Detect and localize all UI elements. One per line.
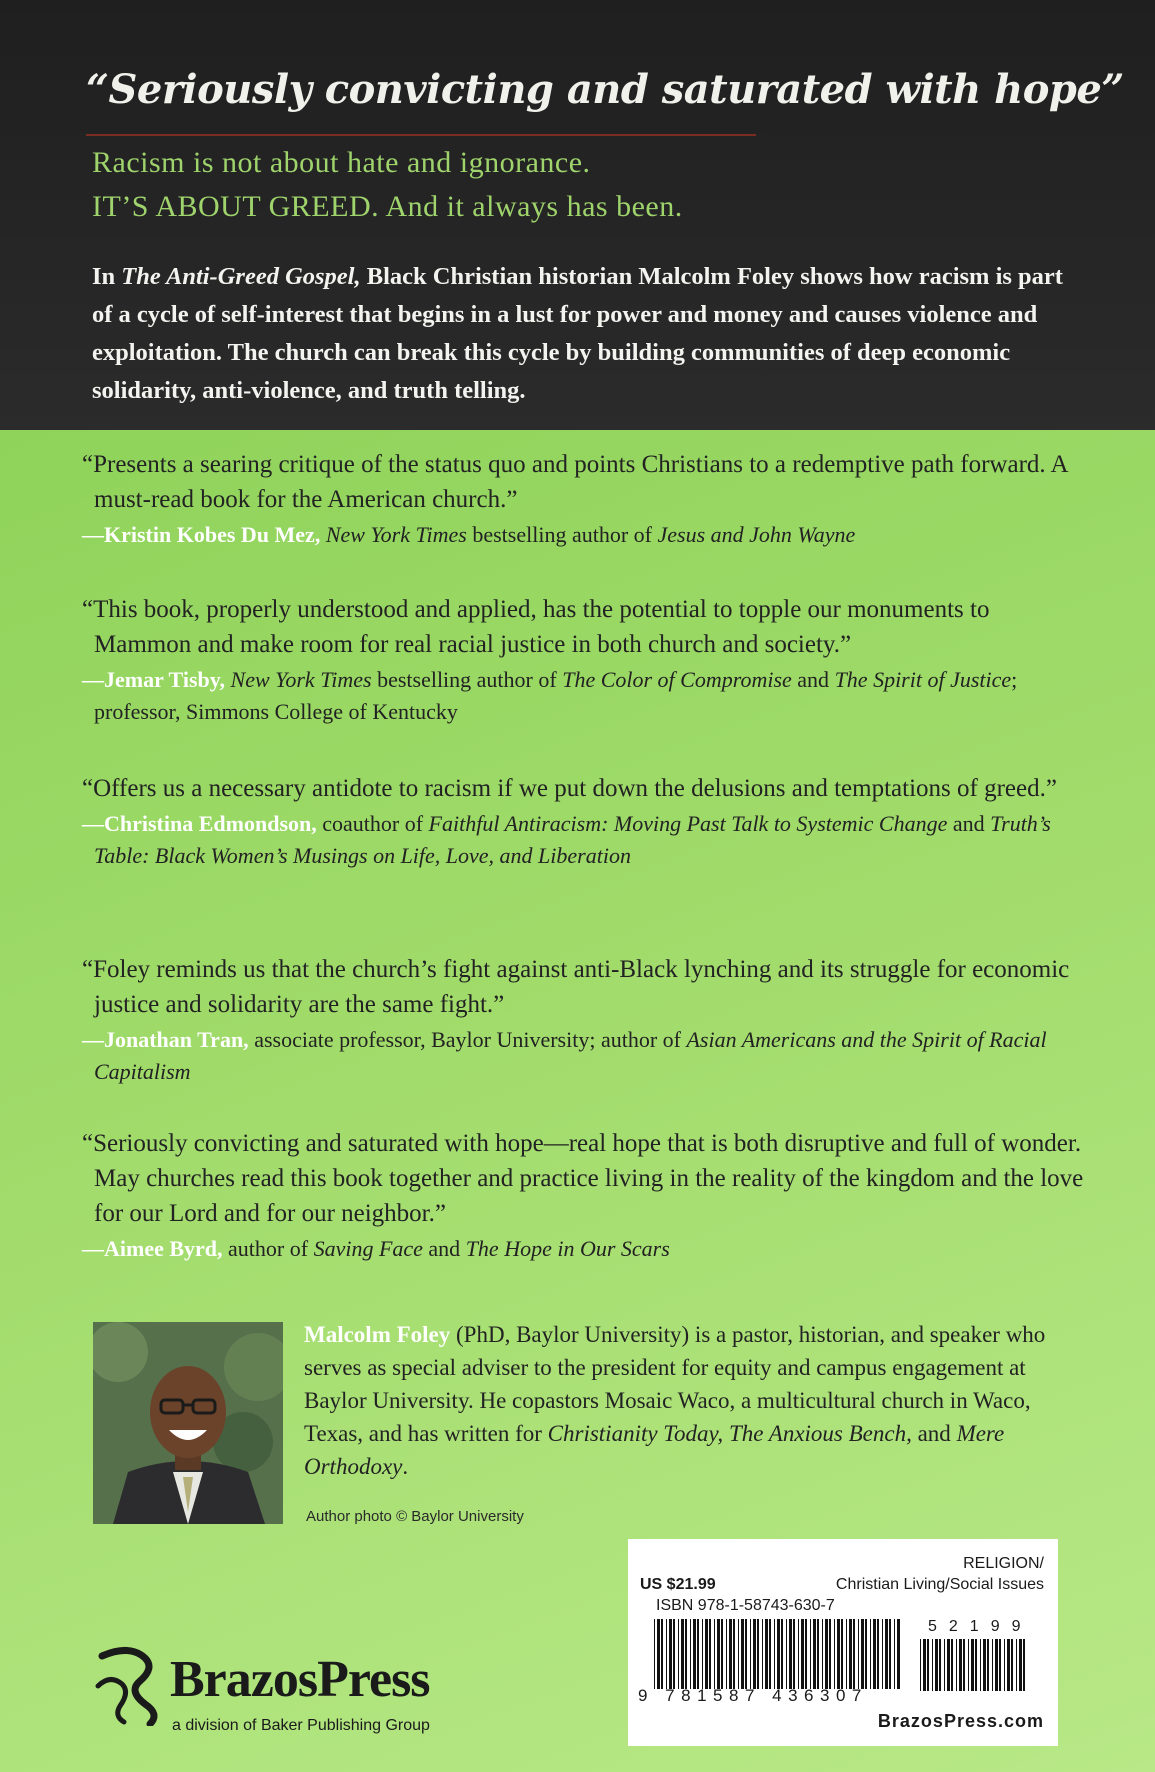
barcode-bar [889, 1619, 891, 1689]
barcode-bar [729, 1619, 732, 1689]
barcode-bar [705, 1619, 708, 1689]
barcode-bar [786, 1619, 787, 1689]
barcode-bar [817, 1619, 819, 1689]
barcode-bar [745, 1619, 747, 1689]
bio-text: and [911, 1421, 957, 1446]
attribution-italic: Asian Americans and the Spirit of Racial Capitalism [94, 1027, 1047, 1084]
barcode-bar [750, 1619, 751, 1689]
author-bio [304, 1318, 1064, 1483]
attribution-italic: Faithful Antiracism: Moving Past Talk to Systemic Change [428, 811, 948, 836]
endorsement [82, 771, 1092, 872]
top-dark-panel [0, 0, 1155, 430]
barcode-bar [932, 1639, 933, 1691]
barcode-bar [765, 1619, 768, 1689]
attribution-text: and [422, 1236, 466, 1261]
attribution-text: and [791, 667, 835, 692]
attribution-italic: The Color of Compromise [562, 667, 792, 692]
bio-text: . [402, 1454, 409, 1479]
ean-barcode [652, 1619, 902, 1689]
endorsement-attribution [82, 1233, 1092, 1265]
barcode-bar [793, 1619, 795, 1689]
photo-credit: Author photo © Baylor University [306, 1508, 524, 1525]
endorsement-quote: “Foley reminds us that the church’s fight against anti-Black lynching and its struggle for economic justice and solidarity are the same fight.” [82, 956, 1070, 1018]
barcode-bar [721, 1619, 723, 1689]
barcode-bar [741, 1619, 744, 1689]
attribution-text: bestselling author of [371, 667, 563, 692]
author-name: Malcolm Foley [304, 1322, 451, 1347]
bio-text: (PhD, Baylor University) is a pastor, historian, and speaker who serves as special adviser to the president for equity and campus engagement at Baylor University. He copastors Mosaic Waco, a multicultural church in Waco, Texas, and has written for [304, 1322, 1046, 1446]
barcode-bar [669, 1619, 672, 1689]
attribution-italic: Jesus and John Wayne [657, 522, 856, 547]
barcode-bar [726, 1619, 727, 1689]
barcode-bar [999, 1639, 1001, 1691]
endorser-name: —Aimee Byrd, [82, 1236, 223, 1261]
brazos-river-icon [90, 1646, 170, 1726]
barcode-bar [702, 1619, 703, 1689]
barcode-bar [805, 1619, 807, 1689]
barcode-bar [947, 1639, 950, 1691]
barcode-bar [877, 1619, 879, 1689]
barcode-bar [774, 1619, 775, 1689]
attribution-text: and [947, 811, 991, 836]
barcode-bar [681, 1619, 684, 1689]
supplement-barcode [918, 1639, 1028, 1691]
barcode-bar [897, 1619, 900, 1689]
barcode-bar [951, 1639, 953, 1691]
book-description [92, 258, 1082, 410]
barcode-bar [987, 1639, 989, 1691]
barcode-bar [968, 1639, 969, 1691]
barcode-bar [813, 1619, 816, 1689]
barcode-bar [853, 1619, 855, 1689]
endorsement-attribution [82, 664, 1092, 728]
endorser-name: —Jonathan Tran, [82, 1027, 249, 1052]
barcode-bar [661, 1619, 663, 1689]
barcode-bar [654, 1619, 655, 1689]
headline-rule [86, 134, 756, 136]
barcode-bar [829, 1619, 831, 1689]
barcode-bar [798, 1619, 799, 1689]
barcode-bar [944, 1639, 945, 1691]
barcode-bar [762, 1619, 763, 1689]
headline-quote: “Seriously convicting and saturated with hope” [86, 66, 1124, 113]
barcode-bar [1004, 1639, 1005, 1691]
endorser-name: —Christina Edmondson, [82, 811, 317, 836]
barcode-bar [858, 1619, 859, 1689]
barcode-bar [781, 1619, 783, 1689]
attribution-text: author of [222, 1236, 314, 1261]
endorsement [82, 952, 1092, 1088]
barcode-bar [666, 1619, 667, 1689]
barcode-bar [1016, 1639, 1017, 1691]
barcode-bar [822, 1619, 823, 1689]
endorsement-quote: “Presents a searing critique of the status quo and points Christians to a redemptive path forward. A must-read book for the American church.” [82, 451, 1068, 513]
barcode-bar [870, 1619, 871, 1689]
endorsement-quote: “Offers us a necessary antidote to racism if we put down the delusions and temptations of greed.” [82, 775, 1057, 802]
barcode-bar [983, 1639, 986, 1691]
endorsement-attribution [82, 1024, 1092, 1088]
barcode-bar [810, 1619, 811, 1689]
attribution-italic: New York Times [230, 667, 372, 692]
barcode-bar [894, 1619, 895, 1689]
price-supplement-digits: 52199 [928, 1618, 1033, 1635]
barcode-bar [882, 1619, 883, 1689]
barcode-bar [956, 1639, 957, 1691]
barcode-bar [693, 1619, 696, 1689]
barcode-bar [873, 1619, 876, 1689]
barcode-bar [849, 1619, 852, 1689]
category-line-2: Christian Living/Social Issues [835, 1576, 1044, 1593]
barcode-bar [971, 1639, 974, 1691]
barcode-bar [1023, 1639, 1025, 1691]
barcode-bar [1019, 1639, 1022, 1691]
blurb-text: Black Christian historian Malcolm Foley shows how racism is part of a cycle of self-interest that begins in a lust for power and money and causes violence and exploitation. The church can break this cycle by building communities of deep economic solidarity, anti-violence, and truth telling. [92, 263, 1063, 404]
endorsement-quote: “This book, properly understood and applied, has the potential to topple our monuments to Mammon and make room for real racial justice in both church and society.” [82, 596, 990, 658]
tagline-2: IT’S ABOUT GREED. And it always has been. [92, 190, 683, 223]
barcode-bar [825, 1619, 828, 1689]
attribution-italic: Truth’s Table: Black Women’s Musings on Life, Love, and Liberation [94, 811, 1051, 868]
barcode-bar [885, 1619, 888, 1689]
barcode-bar [865, 1619, 867, 1689]
attribution-italic: The Spirit of Justice [834, 667, 1012, 692]
bio-publication: The Anxious Bench, [728, 1421, 912, 1446]
barcode-bar [738, 1619, 739, 1689]
barcode-bar [939, 1639, 941, 1691]
barcode-bar [733, 1619, 735, 1689]
ean-digits: 9 781587 436307 [638, 1686, 868, 1705]
barcode-bar [769, 1619, 771, 1689]
barcode-bar [927, 1639, 929, 1691]
barcode-bar [846, 1619, 847, 1689]
attribution-text: bestselling author of [466, 522, 658, 547]
barcode-bar [923, 1639, 926, 1691]
endorsement-attribution [82, 808, 1092, 872]
endorsement-quote: “Seriously convicting and saturated with hope—real hope that is both disruptive and full of wonder. May churches read this book together and practice living in the reality of the kingdom and the love for our Lord and for our neighbor.” [82, 1130, 1084, 1227]
tagline-1: Racism is not about hate and ignorance. [92, 146, 591, 179]
barcode-bar [685, 1619, 687, 1689]
bio-publication: Christianity Today, [547, 1421, 724, 1446]
barcode-bar [995, 1639, 998, 1691]
publisher-website: BrazosPress.com [877, 1711, 1044, 1731]
barcode-bar [673, 1619, 675, 1689]
publisher-logo [90, 1646, 490, 1746]
barcode-bar [1007, 1639, 1010, 1691]
endorsement [82, 447, 1092, 551]
barcode-bar [753, 1619, 756, 1689]
attribution-text: ; professor, Simmons College of Kentucky [94, 667, 1018, 724]
barcode-bar [837, 1619, 840, 1689]
endorsement [82, 1126, 1092, 1265]
attribution-italic: New York Times [325, 522, 467, 547]
barcode-bar [959, 1639, 962, 1691]
barcode-bar [697, 1619, 699, 1689]
endorser-name: —Kristin Kobes Du Mez, [82, 522, 321, 547]
barcode-bar [757, 1619, 759, 1689]
barcode-bar [678, 1619, 679, 1689]
barcode-bar [963, 1639, 965, 1691]
barcode-bar [709, 1619, 711, 1689]
barcode-bar [841, 1619, 843, 1689]
author-photo [93, 1322, 283, 1524]
barcode-bar [920, 1639, 921, 1691]
barcode-bar [789, 1619, 792, 1689]
barcode-box [628, 1539, 1058, 1746]
bio-publication: Mere Orthodoxy [304, 1421, 1005, 1479]
barcode-bar [1011, 1639, 1013, 1691]
barcode-bar [690, 1619, 691, 1689]
endorser-name: —Jemar Tisby, [82, 667, 226, 692]
barcode-bar [777, 1619, 780, 1689]
barcode-bar [657, 1619, 660, 1689]
category-line-1: RELIGION/ [963, 1555, 1044, 1572]
barcode-bar [834, 1619, 835, 1689]
barcode-bar [980, 1639, 981, 1691]
attribution-text: associate professor, Baylor University; author of [248, 1027, 687, 1052]
endorsement-attribution [82, 519, 1092, 551]
attribution-italic: The Hope in Our Scars [465, 1236, 670, 1261]
attribution-text: coauthor of [316, 811, 429, 836]
barcode-bar [714, 1619, 715, 1689]
blurb-book-title: The Anti-Greed Gospel, [121, 263, 361, 290]
barcode-bar [801, 1619, 804, 1689]
publisher-subtitle: a division of Baker Publishing Group [172, 1717, 430, 1734]
endorsement [82, 592, 1092, 728]
price: US $21.99 [640, 1576, 716, 1593]
barcode-bar [861, 1619, 864, 1689]
isbn: ISBN 978-1-58743-630-7 [656, 1597, 835, 1614]
attribution-italic: Saving Face [313, 1236, 423, 1261]
barcode-bar [935, 1639, 938, 1691]
blurb-prefix: In [92, 263, 122, 290]
publisher-name: BrazosPress [170, 1651, 430, 1708]
barcode-bar [975, 1639, 977, 1691]
barcode-bar [717, 1619, 720, 1689]
barcode-bar [992, 1639, 993, 1691]
